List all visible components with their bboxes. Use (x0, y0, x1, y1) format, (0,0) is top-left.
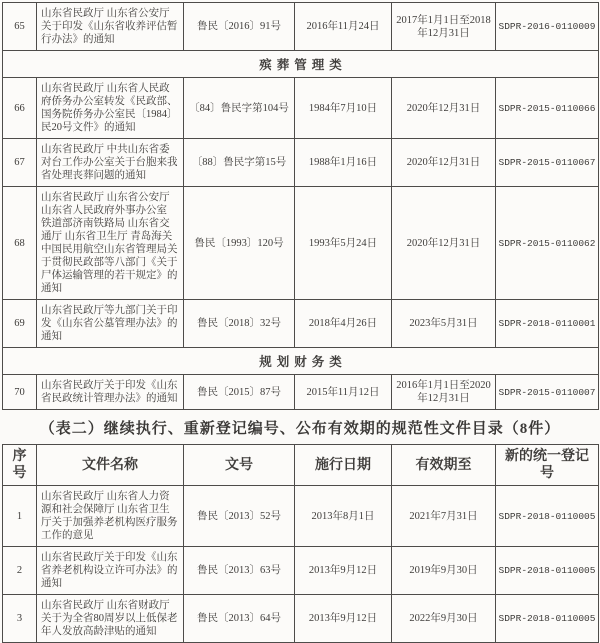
registration-number-cell: SDPR-2015-0110066 (496, 78, 599, 139)
doc-number-cell: 鲁民〔2015〕87号 (184, 375, 295, 410)
header-doc-number: 文号 (184, 445, 295, 486)
category-band: 规划财务类 (3, 348, 599, 375)
serial-cell: 67 (3, 139, 37, 187)
header-valid-until: 有效期至 (392, 445, 496, 486)
doc-number-cell: 鲁民〔2013〕52号 (184, 486, 295, 547)
table-row (3, 375, 599, 410)
valid-until-cell: 2023年5月31日 (392, 300, 496, 348)
serial-cell: 68 (3, 187, 37, 300)
table-row (3, 595, 599, 643)
registration-number-cell: SDPR-2016-0110009 (496, 3, 599, 51)
file-name-cell: 山东省民政厅关于印发《山东省养老机构设立许可办法》的通知 (37, 547, 184, 595)
implementation-date-cell: 2015年11月12日 (295, 375, 392, 410)
doc-number-cell: 鲁民〔2013〕64号 (184, 595, 295, 643)
valid-until-cell: 2021年7月31日 (392, 486, 496, 547)
table-row (3, 547, 599, 595)
doc-number-cell: 〔84〕鲁民字第104号 (184, 78, 295, 139)
valid-until-cell: 2022年9月30日 (392, 595, 496, 643)
table-row (3, 300, 599, 348)
file-name-cell: 山东省民政厅 山东省公安厅关于印发《山东省收养评估暂行办法》的通知 (37, 3, 184, 51)
file-name-cell: 山东省民政厅等九部门关于印发《山东省公墓管理办法》的通知 (37, 300, 184, 348)
implementation-date-cell: 2016年11月24日 (295, 3, 392, 51)
serial-cell: 65 (3, 3, 37, 51)
table-row (3, 3, 599, 51)
valid-until-cell: 2019年9月30日 (392, 547, 496, 595)
implementation-date-cell: 1984年7月10日 (295, 78, 392, 139)
serial-cell: 2 (3, 547, 37, 595)
doc-number-cell: 鲁民〔2013〕63号 (184, 547, 295, 595)
serial-cell: 66 (3, 78, 37, 139)
implementation-date-cell: 2013年9月12日 (295, 547, 392, 595)
file-name-cell: 山东省民政厅 山东省财政厅关于为全省80周岁以上低保老年人发放高龄津贴的通知 (37, 595, 184, 643)
file-name-cell: 山东省民政厅 山东省人民政府侨务办公室转发《民政部、国务院侨务办公室民〔1984〕民20号文件》的通知 (37, 78, 184, 139)
file-name-cell: 山东省民政厅 山东省人力资源和社会保障厅 山东省卫生厅关于加强养老机构医疗服务工作的意见 (37, 486, 184, 547)
registration-number-cell: SDPR-2018-0110005 (496, 595, 599, 643)
header-serial: 序号 (3, 445, 37, 486)
valid-until-cell: 2017年1月1日至2018年12月31日 (392, 3, 496, 51)
doc-number-cell: 鲁民〔2016〕91号 (184, 3, 295, 51)
serial-cell: 3 (3, 595, 37, 643)
table-header-row (3, 445, 599, 486)
implementation-date-cell: 2013年9月12日 (295, 595, 392, 643)
table-row (3, 486, 599, 547)
table2-title: （表二）继续执行、重新登记编号、公布有效期的规范性文件目录（8件） (39, 421, 561, 437)
table-row (3, 139, 599, 187)
doc-number-cell: 鲁民〔1993〕120号 (184, 187, 295, 300)
header-implementation-date: 施行日期 (295, 445, 392, 486)
header-registration-number: 新的统一登记号 (496, 445, 599, 486)
regulatory-documents-table-1 (2, 2, 599, 410)
valid-until-cell: 2020年12月31日 (392, 139, 496, 187)
registration-number-cell: SDPR-2015-0110007 (496, 375, 599, 410)
file-name-cell: 山东省民政厅关于印发《山东省民政统计管理办法》的通知 (37, 375, 184, 410)
registration-number-cell: SDPR-2015-0110067 (496, 139, 599, 187)
regulatory-documents-table-2 (2, 444, 599, 643)
doc-number-cell: 鲁民〔2018〕32号 (184, 300, 295, 348)
table-row (3, 187, 599, 300)
registration-number-cell: SDPR-2018-0110001 (496, 300, 599, 348)
implementation-date-cell: 1993年5月24日 (295, 187, 392, 300)
table-row (3, 78, 599, 139)
category-band-row (3, 348, 599, 375)
implementation-date-cell: 1988年1月16日 (295, 139, 392, 187)
registration-number-cell: SDPR-2018-0110005 (496, 486, 599, 547)
valid-until-cell: 2020年12月31日 (392, 187, 496, 300)
registration-number-cell: SDPR-2018-0110005 (496, 547, 599, 595)
serial-cell: 69 (3, 300, 37, 348)
file-name-cell: 山东省民政厅 中共山东省委对台工作办公室关于台胞来我省处理丧葬问题的通知 (37, 139, 184, 187)
implementation-date-cell: 2018年4月26日 (295, 300, 392, 348)
registration-number-cell: SDPR-2015-0110062 (496, 187, 599, 300)
valid-until-cell: 2016年1月1日至2020年12月31日 (392, 375, 496, 410)
valid-until-cell: 2020年12月31日 (392, 78, 496, 139)
doc-number-cell: 〔88〕鲁民字第15号 (184, 139, 295, 187)
serial-cell: 1 (3, 486, 37, 547)
category-band-row (3, 51, 599, 78)
serial-cell: 70 (3, 375, 37, 410)
category-band: 殡葬管理类 (3, 51, 599, 78)
header-file-name: 文件名称 (37, 445, 184, 486)
implementation-date-cell: 2013年8月1日 (295, 486, 392, 547)
file-name-cell: 山东省民政厅 山东省公安厅 山东省人民政府外事办公室 铁道部济南铁路局 山东省交通厅 山东省卫生厅 青岛海关 中国民用航空山东省管理局关于贯彻民政部等八部门《关于尸体运输管理的若干规定》的通知 (37, 187, 184, 300)
